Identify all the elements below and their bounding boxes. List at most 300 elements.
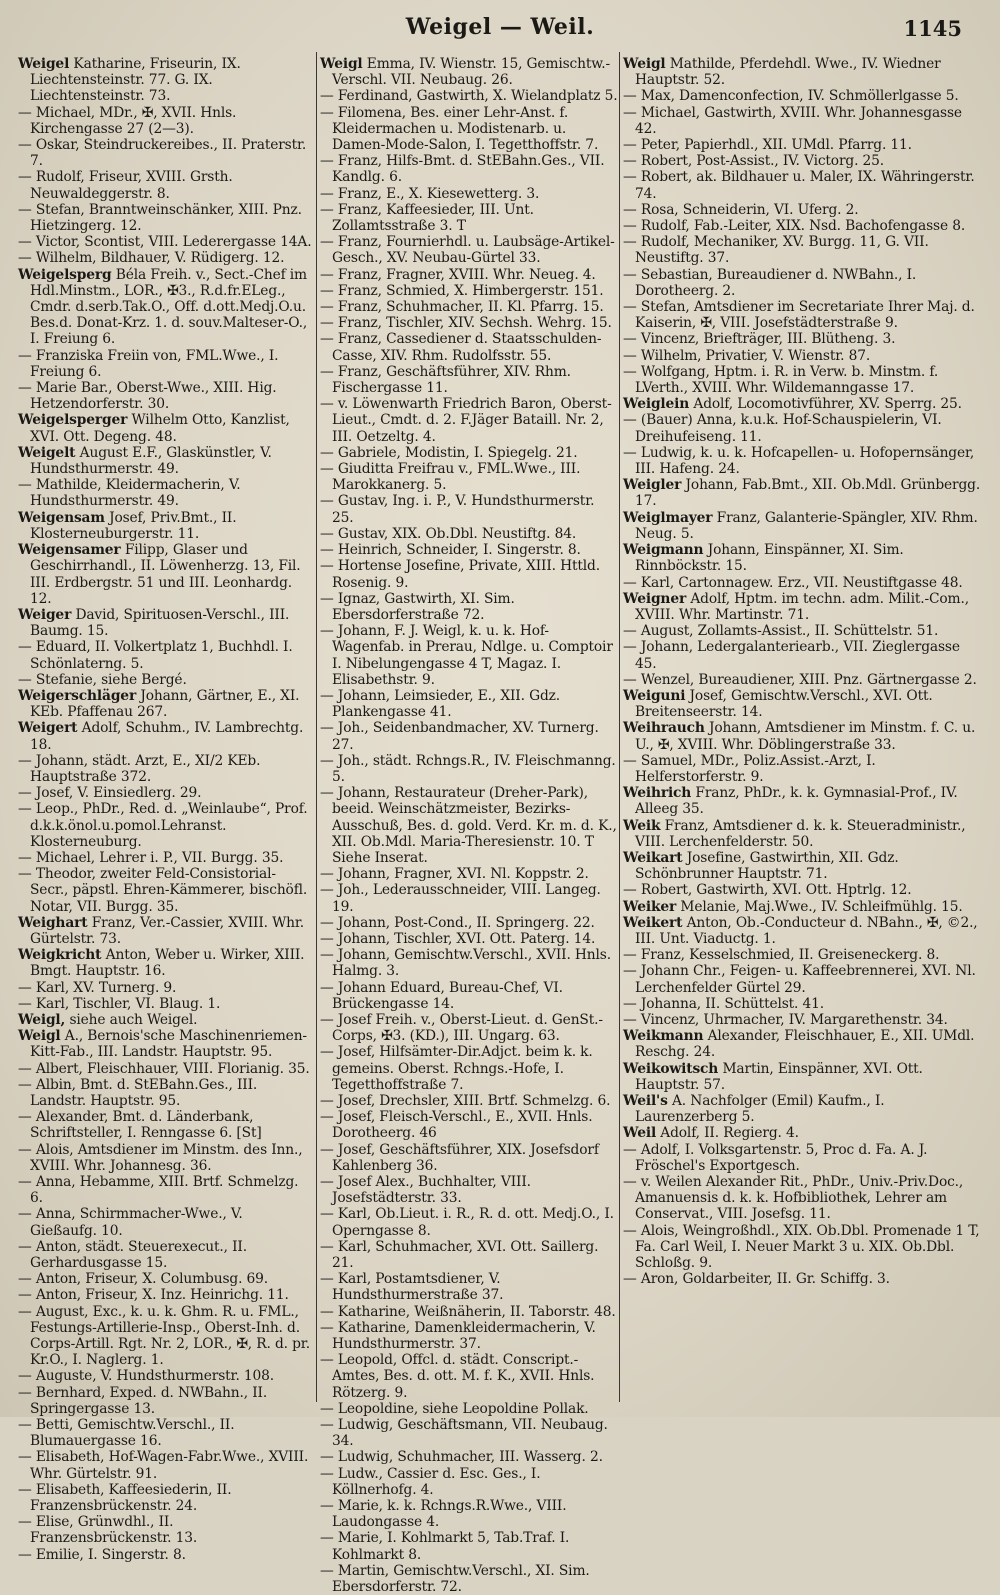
directory-entry bbox=[320, 753, 618, 785]
directory-entry bbox=[18, 720, 313, 752]
entry-headword: Weigl bbox=[18, 1028, 61, 1045]
entry-text: — Stefan, Amtsdiener im Secretariate Ihrer Maj. d. Kaiserin, ✠, VIII. Josefstädterstraße 9. bbox=[623, 299, 975, 332]
directory-entry bbox=[320, 558, 618, 590]
entry-headword: Weikert bbox=[623, 914, 683, 931]
directory-entry bbox=[18, 56, 313, 105]
directory-entry bbox=[320, 720, 618, 752]
directory-entry bbox=[18, 1514, 313, 1546]
directory-entry bbox=[18, 801, 313, 850]
entry-text: — v. Weilen Alexander Rit., PhDr., Univ.-Priv.Doc., Amanuensis d. k. k. Hofbibliothek, Lehrer am Conservat., VIII. Josefsg. 11. bbox=[623, 1174, 964, 1223]
entry-text: — Heinrich, Schneider, I. Singerstr. 8. bbox=[320, 542, 581, 559]
entry-text: Alexander, Fleischhauer, E., XII. UMdl. Reschg. 24. bbox=[635, 1028, 975, 1061]
entry-text: — August, Zollamts-Assist., II. Schüttelstr. 51. bbox=[623, 623, 939, 640]
entry-text: — Josef Freih. v., Oberst-Lieut. d. GenSt.-Corps, ✠3. (KD.), III. Ungarg. 63. bbox=[320, 1011, 603, 1045]
directory-entry bbox=[623, 963, 985, 995]
entry-text: Adolf, Schuhm., IV. Lambrechtg. 18. bbox=[30, 720, 304, 753]
directory-entry bbox=[623, 267, 985, 299]
entry-text: — Albin, Bmt. d. StEBahn.Ges., III. Landstr. Hauptstr. 95. bbox=[18, 1076, 258, 1109]
entry-text: — Franz, Fragner, XVIII. Whr. Neueg. 4. bbox=[320, 266, 596, 283]
directory-entry bbox=[320, 299, 618, 315]
directory-entry bbox=[320, 56, 618, 88]
entry-text: — Betti, Gemischtw.Verschl., II. Blumauergasse 16. bbox=[18, 1417, 235, 1450]
directory-entry bbox=[320, 186, 618, 202]
entry-headword: Weiger bbox=[18, 606, 72, 623]
entry-text: Franz, Ver.-Cassier, XVIII. Whr. Gürtelstr. 73. bbox=[30, 914, 305, 947]
entry-text: Filipp, Glaser und Geschirrhandl., II. Löwenherzg. 13, Fil. III. Erdbergstr. 51 und III. Leonhardg. 12. bbox=[30, 542, 301, 607]
directory-entry bbox=[320, 915, 618, 931]
directory-entry bbox=[320, 331, 618, 363]
directory-entry bbox=[320, 591, 618, 623]
directory-entry bbox=[18, 1239, 313, 1271]
entry-text: Johann, Fab.Bmt., XII. Ob.Mdl. Grünbergg. 17. bbox=[635, 477, 981, 510]
entry-text: — Robert, ak. Bildhauer u. Maler, IX. Währingerstr. 74. bbox=[623, 169, 975, 202]
entry-text: — Eduard, II. Volkertplatz 1, Buchhdl. I. Schönlaterng. 5. bbox=[18, 639, 293, 672]
directory-entry bbox=[320, 688, 618, 720]
directory-entry bbox=[623, 1174, 985, 1223]
directory-entry bbox=[18, 1449, 313, 1481]
directory-entry bbox=[18, 996, 313, 1012]
directory-entry bbox=[320, 283, 618, 299]
entry-text: — Franziska Freiin von, FML.Wwe., I. Freiung 6. bbox=[18, 347, 279, 380]
entry-text: — Victor, Scontist, VIII. Lederergasse 14A. bbox=[18, 234, 312, 251]
entry-text: — Robert, Post-Assist., IV. Victorg. 25. bbox=[623, 153, 885, 170]
entry-text: — Stefan, Branntweinschänker, XIII. Pnz. Hietzingerg. 12. bbox=[18, 201, 302, 235]
entry-text: — Franz, Fournierhdl. u. Laubsäge-Artikel-Gesch., XV. Neubau-Gürtel 33. bbox=[320, 234, 615, 267]
entry-text: A. Nachfolger (Emil) Kaufm., I. Laurenzerberg 5. bbox=[635, 1093, 885, 1126]
entry-text: August E.F., Glaskünstler, V. Hundsthurmerstr. 49. bbox=[30, 444, 272, 478]
entry-text: Katharine, Friseurin, IX. Liechtensteinstr. 77. G. IX. Liechtensteinstr. 73. bbox=[30, 56, 241, 105]
entry-headword: Weighart bbox=[18, 914, 88, 931]
entry-text: Franz, PhDr., k. k. Gymnasial-Prof., IV. Alleeg 35. bbox=[635, 785, 958, 818]
directory-entry bbox=[623, 915, 985, 947]
directory-entry bbox=[18, 980, 313, 996]
entry-text: — Elisabeth, Kaffeesiederin, II. Franzensbrückenstr. 24. bbox=[18, 1481, 232, 1515]
column-middle bbox=[320, 56, 618, 1595]
directory-entry bbox=[623, 348, 985, 364]
directory-entry bbox=[320, 1466, 618, 1498]
directory-entry bbox=[320, 234, 618, 266]
entry-text: — Franz, Tischler, XIV. Sechsh. Wehrg. 15. bbox=[320, 315, 612, 332]
entry-text: — Marie, I. Kohlmarkt 5, Tab.Traf. I. Kohlmarkt 8. bbox=[320, 1530, 570, 1563]
directory-entry bbox=[320, 1417, 618, 1449]
directory-entry bbox=[18, 1417, 313, 1449]
directory-entry bbox=[320, 105, 618, 154]
directory-entry bbox=[623, 331, 985, 347]
entry-headword: Weiker bbox=[623, 898, 677, 915]
entry-text: — Albert, Fleischhauer, VIII. Florianig. 35. bbox=[18, 1060, 310, 1077]
directory-entry bbox=[18, 477, 313, 509]
entry-headword: Weigert bbox=[18, 720, 78, 737]
entry-text: — Johann, Leimsieder, E., XII. Gdz. Plankengasse 41. bbox=[320, 687, 560, 721]
directory-entry bbox=[320, 882, 618, 914]
entry-text: — Emilie, I. Singerstr. 8. bbox=[18, 1546, 186, 1563]
entry-text: — Robert, Gastwirth, XVI. Ott. Hptrlg. 12. bbox=[623, 882, 912, 899]
directory-entry bbox=[18, 105, 313, 137]
directory-entry bbox=[320, 493, 618, 525]
entry-text: Johann, Einspänner, XI. Sim. Rinnböckstr. 15. bbox=[635, 542, 904, 575]
directory-entry bbox=[320, 1304, 618, 1320]
entry-text: — Wenzel, Bureaudiener, XIII. Pnz. Gärtnergasse 2. bbox=[623, 671, 977, 688]
directory-entry bbox=[623, 850, 985, 882]
entry-text: — Gustav, XIX. Ob.Dbl. Neustiftg. 84. bbox=[320, 525, 577, 542]
directory-entry bbox=[320, 1320, 618, 1352]
entry-text: — Gustav, Ing. i. P., V. Hundsthurmerstr. 25. bbox=[320, 493, 595, 526]
directory-entry bbox=[320, 623, 618, 688]
directory-entry bbox=[320, 1498, 618, 1530]
page-title: Weigel — Weil. bbox=[405, 14, 595, 40]
directory-entry bbox=[320, 267, 618, 283]
page-number: 1145 bbox=[903, 16, 962, 41]
directory-entry bbox=[623, 623, 985, 639]
directory-entry bbox=[623, 818, 985, 850]
entry-text: — Karl, Schuhmacher, XVI. Ott. Saillerg. 21. bbox=[320, 1238, 599, 1272]
directory-entry bbox=[18, 947, 313, 979]
entry-headword: Weiguni bbox=[623, 687, 686, 704]
entry-text: — Katharine, Damenkleidermacherin, V. Hundsthurmerstr. 37. bbox=[320, 1319, 596, 1353]
directory-entry bbox=[623, 672, 985, 688]
entry-text: A., Bernois'sche Maschinenriemen-Kitt-Fab., III. Landstr. Hauptstr. 95. bbox=[30, 1028, 307, 1061]
entry-headword: Weihrauch bbox=[623, 720, 705, 737]
directory-entry bbox=[623, 169, 985, 201]
entry-headword: Weiglmayer bbox=[623, 509, 713, 526]
directory-entry bbox=[320, 1174, 618, 1206]
entry-text: — Josef, Drechsler, XIII. Brtf. Schmelzg. 6. bbox=[320, 1093, 611, 1109]
entry-text: — Ferdinand, Gastwirth, X. Wielandplatz 5. bbox=[320, 88, 618, 105]
directory-entry bbox=[18, 250, 313, 266]
directory-entry bbox=[623, 477, 985, 509]
column-right bbox=[623, 56, 985, 1408]
entry-headword: Weik bbox=[623, 817, 661, 834]
entry-headword: Weihrich bbox=[623, 785, 692, 802]
entry-text: — Michael, MDr., ✠, XVII. Hnls. Kirchengasse 27 (2—3). bbox=[18, 104, 237, 137]
directory-entry bbox=[18, 380, 313, 412]
directory-entry bbox=[320, 1449, 618, 1465]
entry-text: — Gabriele, Modistin, I. Spiegelg. 21. bbox=[320, 444, 578, 461]
directory-entry bbox=[18, 1385, 313, 1417]
entry-text: Martin, Einspänner, XVI. Ott. Hauptstr. 57. bbox=[635, 1060, 923, 1093]
entry-text: — Elise, Grünwdhl., II. Franzensbrückenstr. 13. bbox=[18, 1514, 198, 1547]
entry-text: — Leop., PhDr., Red. d. „Weinlaube“, Prof. d.k.k.önol.u.pomol.Lehranst. Klosterneuburg. bbox=[18, 801, 308, 850]
entry-text: Wilhelm Otto, Kanzlist, XVI. Ott. Degeng. 48. bbox=[30, 412, 290, 445]
directory-entry bbox=[18, 785, 313, 801]
directory-entry bbox=[623, 396, 985, 412]
entry-headword: Weikowitsch bbox=[623, 1060, 719, 1077]
entry-text: — Marie, k. k. Rchngs.R.Wwe., VIII. Laudongasse 4. bbox=[320, 1498, 567, 1531]
entry-text: — Martin, Gemischtw.Verschl., XI. Sim. Ebersdorferstr. 72. bbox=[320, 1562, 590, 1595]
entry-text: Béla Freih. v., Sect.-Chef im Hdl.Minstm., LOR., ✠3., R.d.fr.ELeg., Cmdr. d.serb.Tak.O., Off. d.ott.Medj.O.u. Bes.d. Donat-Krz. 1. d. souv.Malteser-O., I. Freiung 6. bbox=[30, 266, 308, 348]
directory-entry bbox=[623, 218, 985, 234]
entry-text: — Franz, Hilfs-Bmt. d. StEBahn.Ges., VII. Kandlg. 6. bbox=[320, 153, 605, 186]
directory-entry bbox=[320, 1044, 618, 1093]
directory-entry bbox=[623, 1093, 985, 1125]
entry-text: — Rudolf, Fab.-Leiter, XIX. Nsd. Bachofengasse 8. bbox=[623, 218, 966, 235]
entry-text: — Karl, Ob.Lieut. i. R., R. d. ott. Medj.O., I. Operngasse 8. bbox=[320, 1206, 614, 1239]
entry-text: — Karl, Cartonnagew. Erz., VII. Neustiftgasse 48. bbox=[623, 574, 963, 591]
entry-text: Adolf, Hptm. im techn. adm. Milit.-Com., XVIII. Whr. Martinstr. 71. bbox=[635, 590, 969, 623]
entry-text: — Ignaz, Gastwirth, XI. Sim. Ebersdorferstraße 72. bbox=[320, 590, 515, 623]
entry-text: — Johann Chr., Feigen- u. Kaffeebrennerei, XVI. Nl. Lerchenfelder Gürtel 29. bbox=[623, 963, 976, 996]
entry-headword: Weigensam bbox=[18, 509, 105, 526]
entry-text: — Johann, Restaurateur (Dreher-Park), beeid. Weinschätzmeister, Bezirks-Ausschuß, Bes. d. gold. Verd. Kr. m. d. K., XII. Ob.Mdl. Maria-Theresienstr. 10. T Siehe Inserat. bbox=[320, 785, 617, 866]
entry-text: — v. Löwenwarth Friedrich Baron, Oberst-Lieut., Cmdt. d. 2. F.Jäger Bataill. Nr. 2, III. Oetzeltg. 4. bbox=[320, 396, 612, 445]
directory-entry bbox=[623, 153, 985, 169]
entry-text: — Filomena, Bes. einer Lehr-Anst. f. Kleidermachen u. Modistenarb. u. Damen-Mode-Salon, I. Tegetthoffstr. 7. bbox=[320, 104, 599, 154]
entry-text: — Johann, Tischler, XVI. Ott. Paterg. 14. bbox=[320, 930, 596, 947]
directory-entry bbox=[18, 1012, 313, 1028]
entry-text: — Karl, Tischler, VI. Blaug. 1. bbox=[18, 995, 221, 1012]
directory-entry bbox=[18, 1061, 313, 1077]
entry-text: — Peter, Papierhdl., XII. UMdl. Pfarrg. 11. bbox=[623, 137, 912, 154]
entry-text: — Johann Eduard, Bureau-Chef, VI. Brückengasse 14. bbox=[320, 979, 563, 1012]
entry-headword: Weikart bbox=[623, 849, 683, 866]
directory-entry bbox=[320, 866, 618, 882]
directory-entry bbox=[18, 866, 313, 915]
entry-text: — Aron, Goldarbeiter, II. Gr. Schiffg. 3. bbox=[623, 1271, 890, 1288]
directory-entry bbox=[623, 1061, 985, 1093]
directory-entry bbox=[18, 1482, 313, 1514]
entry-text: Johann, Gärtner, E., XI. KEb. Pfaffenau 267. bbox=[30, 687, 300, 721]
directory-entry bbox=[623, 947, 985, 963]
directory-entry bbox=[18, 1547, 313, 1563]
entry-text: — Adolf, I. Volksgartenstr. 5, Proc d. Fa. A. J. Fröschel's Exportgesch. bbox=[623, 1141, 928, 1174]
entry-text: — Franz, Kesselschmied, II. Greiseneckerg. 8. bbox=[623, 947, 940, 964]
directory-entry bbox=[320, 315, 618, 331]
entry-headword: Weigensamer bbox=[18, 542, 121, 559]
directory-entry bbox=[18, 234, 313, 250]
entry-text: — Johanna, II. Schüttelst. 41. bbox=[623, 995, 825, 1012]
entry-text: — Ludwig, Geschäftsmann, VII. Neubaug. 34. bbox=[320, 1417, 608, 1450]
directory-entry bbox=[18, 915, 313, 947]
directory-entry bbox=[623, 899, 985, 915]
entry-text: — Rudolf, Mechaniker, XV. Burgg. 11, G. VII. Neustiftg. 37. bbox=[623, 234, 929, 267]
directory-entry bbox=[320, 980, 618, 1012]
entry-text: — Joh., Seidenbandmacher, XV. Turnerg. 27. bbox=[320, 720, 599, 753]
entry-headword: Weigerschläger bbox=[18, 687, 137, 704]
directory-entry bbox=[320, 1563, 618, 1595]
entry-text: — Auguste, V. Hundsthurmerstr. 108. bbox=[18, 1368, 275, 1385]
entry-text: Melanie, Maj.Wwe., IV. Schleifmühlg. 15. bbox=[680, 898, 963, 915]
directory-entry bbox=[320, 1093, 618, 1109]
entry-text: — Vincenz, Uhrmacher, IV. Margarethenstr. 34. bbox=[623, 1011, 948, 1028]
directory-entry bbox=[18, 1368, 313, 1384]
directory-entry bbox=[18, 137, 313, 169]
directory-entry bbox=[623, 785, 985, 817]
entry-headword: Weikmann bbox=[623, 1028, 704, 1045]
directory-entry bbox=[18, 688, 313, 720]
entry-text: — Anna, Hebamme, XIII. Brtf. Schmelzg. 6. bbox=[18, 1174, 299, 1207]
directory-entry bbox=[320, 1109, 618, 1141]
directory-entry bbox=[320, 542, 618, 558]
entry-headword: Weigl, bbox=[18, 1011, 66, 1028]
directory-entry bbox=[320, 445, 618, 461]
entry-text: — Rosa, Schneiderin, VI. Uferg. 2. bbox=[623, 201, 859, 218]
entry-text: — Franz, E., X. Kiesewetterg. 3. bbox=[320, 185, 540, 202]
entry-text: — Joh., städt. Rchngs.R., IV. Fleischmanng. 5. bbox=[320, 752, 616, 785]
entry-text: David, Spirituosen-Verschl., III. Baumg. 15. bbox=[30, 606, 290, 640]
entry-text: — Josef, Fleisch-Verschl., E., XVII. Hnls. Dorotheerg. 46 bbox=[320, 1109, 593, 1142]
directory-entry bbox=[320, 526, 618, 542]
directory-entry bbox=[623, 1125, 985, 1141]
directory-entry bbox=[623, 510, 985, 542]
directory-entry bbox=[623, 575, 985, 591]
entry-headword: Weigkricht bbox=[18, 947, 102, 964]
directory-entry bbox=[623, 202, 985, 218]
directory-entry bbox=[18, 267, 313, 348]
directory-entry bbox=[623, 88, 985, 104]
entry-text: Josef, Priv.Bmt., II. Klosterneuburgerstr. 11. bbox=[30, 509, 237, 542]
entry-text: — Franz, Cassediener d. Staatsschulden-Casse, XIV. Rhm. Rudolfsstr. 55. bbox=[320, 331, 602, 364]
entry-text: — Stefanie, siehe Bergé. bbox=[18, 671, 187, 688]
entry-text: — Ludw., Cassier d. Esc. Ges., I. Köllnerhofg. 4. bbox=[320, 1465, 541, 1498]
entry-headword: Weigl bbox=[320, 56, 363, 72]
directory-entry bbox=[623, 591, 985, 623]
entry-text: — Johann, Gemischtw.Verschl., XVII. Hnls. Halmg. 3. bbox=[320, 947, 611, 980]
directory-entry bbox=[320, 1012, 618, 1044]
directory-entry bbox=[18, 607, 313, 639]
entry-headword: Weigelsperg bbox=[18, 266, 112, 283]
entry-text: — Ludwig, k. u. k. Hofcapellen- u. Hofopernsänger, III. Hafeng. 24. bbox=[623, 444, 975, 478]
directory-entry bbox=[623, 542, 985, 574]
directory-entry bbox=[623, 720, 985, 752]
entry-text: Franz, Galanterie-Spängler, XIV. Rhm. Neug. 5. bbox=[635, 509, 978, 542]
entry-text: Franz, Amtsdiener d. k. k. Steueradministr., VIII. Lerchenfelderstr. 50. bbox=[635, 817, 966, 850]
directory-entry bbox=[320, 1239, 618, 1271]
entry-text: — Wolfgang, Hptm. i. R. in Verw. b. Minstm. f. LVerth., XVIII. Whr. Wildemanngasse 17. bbox=[623, 363, 939, 397]
directory-entry bbox=[18, 1287, 313, 1303]
entry-text: — Marie Bar., Oberst-Wwe., XIII. Hig. Hetzendorferstr. 30. bbox=[18, 380, 277, 413]
entry-text: — Alois, Amtsdiener im Minstm. des Inn., XVIII. Whr. Johannesg. 36. bbox=[18, 1141, 303, 1174]
directory-entry bbox=[18, 753, 313, 785]
directory-entry bbox=[623, 996, 985, 1012]
directory-entry bbox=[320, 1352, 618, 1401]
directory-entry bbox=[320, 931, 618, 947]
entry-text: Mathilde, Pferdehdl. Wwe., IV. Wiedner Hauptstr. 52. bbox=[635, 56, 941, 89]
directory-entry bbox=[623, 753, 985, 785]
entry-headword: Weigelt bbox=[18, 444, 76, 461]
directory-entry bbox=[623, 1271, 985, 1287]
entry-text: — Mathilde, Kleidermacherin, V. Hundsthurmerstr. 49. bbox=[18, 477, 241, 510]
directory-entry bbox=[18, 672, 313, 688]
entry-headword: Weil bbox=[623, 1125, 657, 1142]
entry-text: — Karl, Postamtsdiener, V. Hundsthurmerstraße 37. bbox=[320, 1271, 504, 1304]
entry-text: — Anton, Friseur, X. Columbusg. 69. bbox=[18, 1271, 269, 1288]
entry-headword: Weiglein bbox=[623, 396, 690, 413]
entry-headword: Weil's bbox=[623, 1093, 668, 1109]
directory-entry bbox=[18, 639, 313, 671]
entry-text: — Sebastian, Bureaudiener d. NWBahn., I. Dorotheerg. 2. bbox=[623, 266, 917, 299]
entry-text: — Katharine, Weißnäherin, II. Taborstr. 48. bbox=[320, 1303, 616, 1320]
entry-headword: Weigl bbox=[623, 56, 666, 72]
directory-entry bbox=[18, 348, 313, 380]
directory-entry bbox=[623, 137, 985, 153]
entry-text: — Franz, Geschäftsführer, XIV. Rhm. Fischergasse 11. bbox=[320, 363, 571, 397]
directory-entry bbox=[623, 364, 985, 396]
directory-entry bbox=[18, 412, 313, 444]
entry-headword: Weigler bbox=[623, 477, 682, 494]
entry-text: — Michael, Lehrer i. P., VII. Burgg. 35. bbox=[18, 849, 284, 866]
directory-entry bbox=[623, 299, 985, 331]
entry-text: — Leopoldine, siehe Leopoldine Pollak. bbox=[320, 1400, 589, 1417]
entry-text: — (Bauer) Anna, k.u.k. Hof-Schauspielerin, VI. Dreihufeiseng. 11. bbox=[623, 412, 942, 445]
directory-entry bbox=[320, 785, 618, 866]
directory-entry bbox=[320, 1401, 618, 1417]
entry-text: — Johann, F. J. Weigl, k. u. k. Hof-Wagenfab. in Prerau, Ndlge. u. Comptoir I. Nibelungengasse 4 T, Magaz. I. Elisabethstr. 9. bbox=[320, 623, 613, 688]
entry-text: — Samuel, MDr., Poliz.Assist.-Arzt, I. Helferstorferstr. 9. bbox=[623, 752, 876, 785]
column-left bbox=[18, 56, 313, 1563]
directory-entry bbox=[320, 396, 618, 445]
directory-entry bbox=[623, 1223, 985, 1272]
column-divider bbox=[619, 52, 620, 1402]
entry-text: — Anna, Schirmmacher-Wwe., V. Gießaufg. 10. bbox=[18, 1206, 243, 1239]
directory-entry bbox=[320, 364, 618, 396]
directory-entry bbox=[18, 445, 313, 477]
directory-entry bbox=[623, 1142, 985, 1174]
entry-text: — Anton, städt. Steuerexecut., II. Gerhardusgasse 15. bbox=[18, 1238, 247, 1272]
entry-text: siehe auch Weigel. bbox=[69, 1011, 198, 1028]
directory-entry bbox=[18, 1028, 313, 1060]
directory-entry bbox=[320, 1271, 618, 1303]
directory-entry bbox=[320, 1530, 618, 1562]
entry-headword: Weigel bbox=[18, 56, 70, 72]
entry-text: — Johann, Fragner, XVI. Nl. Koppstr. 2. bbox=[320, 866, 589, 883]
entry-text: — Joh., Lederausschneider, VIII. Langeg. 19. bbox=[320, 882, 601, 915]
directory-entry bbox=[623, 412, 985, 444]
directory-entry bbox=[320, 153, 618, 185]
directory-entry bbox=[623, 105, 985, 137]
entry-text: — Josef, V. Einsiedlerg. 29. bbox=[18, 785, 202, 802]
entry-text: — Josef, Geschäftsführer, XIX. Josefsdorf Kahlenberg 36. bbox=[320, 1141, 599, 1174]
directory-entry bbox=[18, 1206, 313, 1238]
entry-text: Josef, Gemischtw.Verschl., XVI. Ott. Breitenseerstr. 14. bbox=[635, 687, 933, 721]
entry-text: Emma, IV. Wienstr. 15, Gemischtw.-Verschl. VII. Neubaug. 26. bbox=[332, 56, 611, 89]
entry-text: — Anton, Friseur, X. Inz. Heinrichg. 11. bbox=[18, 1287, 289, 1304]
directory-entry bbox=[320, 461, 618, 493]
directory-entry bbox=[18, 1077, 313, 1109]
entry-headword: Weigelsperger bbox=[18, 412, 128, 429]
entry-text: — Theodor, zweiter Feld-Consistorial-Secr., päpstl. Ehren-Kämmerer, bischöfl. Notar, VII. Burgg. 35. bbox=[18, 866, 308, 915]
directory-entry bbox=[320, 1206, 618, 1238]
entry-headword: Weigner bbox=[623, 590, 687, 607]
entry-text: Johann, Amtsdiener im Minstm. f. C. u. U., ✠, XVIII. Whr. Döblingerstraße 33. bbox=[635, 720, 976, 753]
directory-entry bbox=[623, 639, 985, 671]
entry-text: — August, Exc., k. u. k. Ghm. R. u. FML., Festungs-Artillerie-Insp., Oberst-Inh. d. Corps-Artill. Rgt. Nr. 2, LOR., ✠, R. d. pr. Kr.O., I. Naglerg. 1. bbox=[18, 1303, 310, 1369]
directory-entry bbox=[18, 1271, 313, 1287]
entry-text: — Franz, Schuhmacher, II. Kl. Pfarrg. 15. bbox=[320, 299, 604, 316]
entry-text: Anton, Ob.-Conducteur d. NBahn., ✠, ©2., III. Unt. Viaductg. 1. bbox=[635, 914, 978, 947]
entry-text: — Hortense Josefine, Private, XIII. Httld. Rosenig. 9. bbox=[320, 558, 600, 591]
entry-text: — Alexander, Bmt. d. Länderbank, Schriftsteller, I. Renngasse 6. [St] bbox=[18, 1109, 262, 1142]
entry-text: — Josef, Hilfsämter-Dir.Adjct. beim k. k. gemeins. Oberst. Rchngs.-Hofe, I. Tegetthoffstraße 7. bbox=[320, 1044, 593, 1093]
entry-text: — Giuditta Freifrau v., FML.Wwe., III. Marokkanerg. 5. bbox=[320, 461, 581, 494]
entry-text: — Wilhelm, Privatier, V. Wienstr. 87. bbox=[623, 347, 871, 364]
entry-text: — Franz, Schmied, X. Himbergerstr. 151. bbox=[320, 282, 604, 299]
entry-text: — Johann, Post-Cond., II. Springerg. 22. bbox=[320, 914, 595, 931]
entry-text: — Rudolf, Friseur, XVIII. Grsth. Neuwaldeggerstr. 8. bbox=[18, 169, 233, 202]
directory-entry bbox=[320, 88, 618, 104]
entry-text: — Bernhard, Exped. d. NWBahn., II. Springergasse 13. bbox=[18, 1384, 268, 1417]
entry-text: — Alois, Weingroßhdl., XIX. Ob.Dbl. Promenade 1 T, Fa. Carl Weil, I. Neuer Markt 3 u. XIX. Ob.Dbl. Schloßg. 9. bbox=[623, 1222, 980, 1272]
entry-text: — Johann, Ledergalanteriearb., VII. Zieglergasse 45. bbox=[623, 639, 960, 672]
entry-text: — Franz, Kaffeesieder, III. Unt. Zollamtsstraße 3. T bbox=[320, 201, 534, 235]
entry-text: — Karl, XV. Turnerg. 9. bbox=[18, 979, 177, 996]
directory-entry bbox=[18, 1304, 313, 1369]
directory-entry bbox=[623, 688, 985, 720]
directory-entry bbox=[18, 510, 313, 542]
entry-text: — Max, Damenconfection, IV. Schmöllerlgasse 5. bbox=[623, 88, 959, 105]
entry-text: Adolf, Locomotivführer, XV. Sperrg. 25. bbox=[693, 396, 962, 413]
directory-entry bbox=[623, 234, 985, 266]
directory-entry bbox=[18, 1174, 313, 1206]
